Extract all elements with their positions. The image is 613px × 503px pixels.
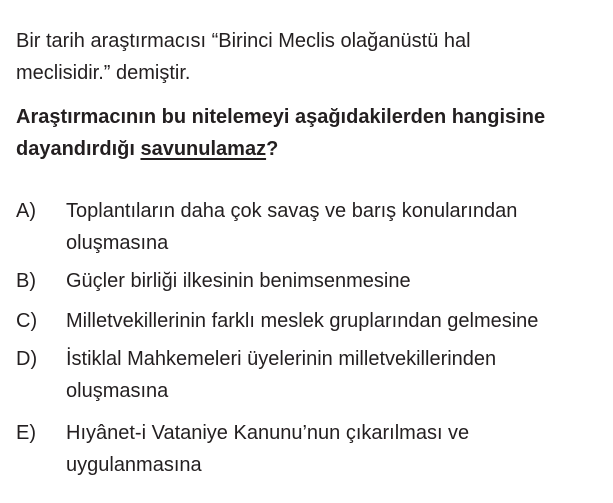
option-letter: B) [16, 270, 36, 292]
negation-word: savunulamaz [140, 138, 267, 160]
stem-line-2: meclisidir.” demiştir. [16, 62, 191, 84]
prompt-line-1: Araştırmacının bu nitelemeyi aşağıdakilerden hangisine [16, 106, 546, 128]
option-text-line: Milletvekillerinin farklı meslek gruplarından gelmesine [66, 310, 539, 332]
stem-line-1: Bir tarih araştırmacısı “Birinci Meclis olağanüstü hal [16, 30, 471, 52]
prompt-line-2-prefix: dayandırdığı [16, 138, 141, 160]
option-text-line: oluşmasına [66, 380, 169, 402]
question-prompt [16, 101, 611, 165]
option-text-line: İstiklal Mahkemeleri üyelerinin milletvekillerinden [66, 348, 497, 370]
prompt-line-2-suffix: ? [266, 138, 279, 160]
option-text [66, 305, 611, 337]
option-text-line: Güçler birliği ilkesinin benimsenmesine [66, 270, 411, 292]
option-text-line: uygulanmasına [66, 454, 202, 476]
option-text-line: oluşmasına [66, 232, 169, 254]
option-letter: A) [16, 200, 36, 222]
option-text [66, 195, 611, 259]
option-text-line: Hıyânet-i Vataniye Kanunu’nun çıkarılması ve [66, 422, 470, 444]
option-text [66, 417, 611, 481]
option-text-line: Toplantıların daha çok savaş ve barış konularından [66, 200, 518, 222]
option-letter: E) [16, 422, 36, 444]
option-letter: C) [16, 310, 38, 332]
option-text [66, 343, 611, 407]
option-text [66, 265, 611, 297]
question-stem [16, 25, 606, 89]
option-letter: D) [16, 348, 38, 370]
